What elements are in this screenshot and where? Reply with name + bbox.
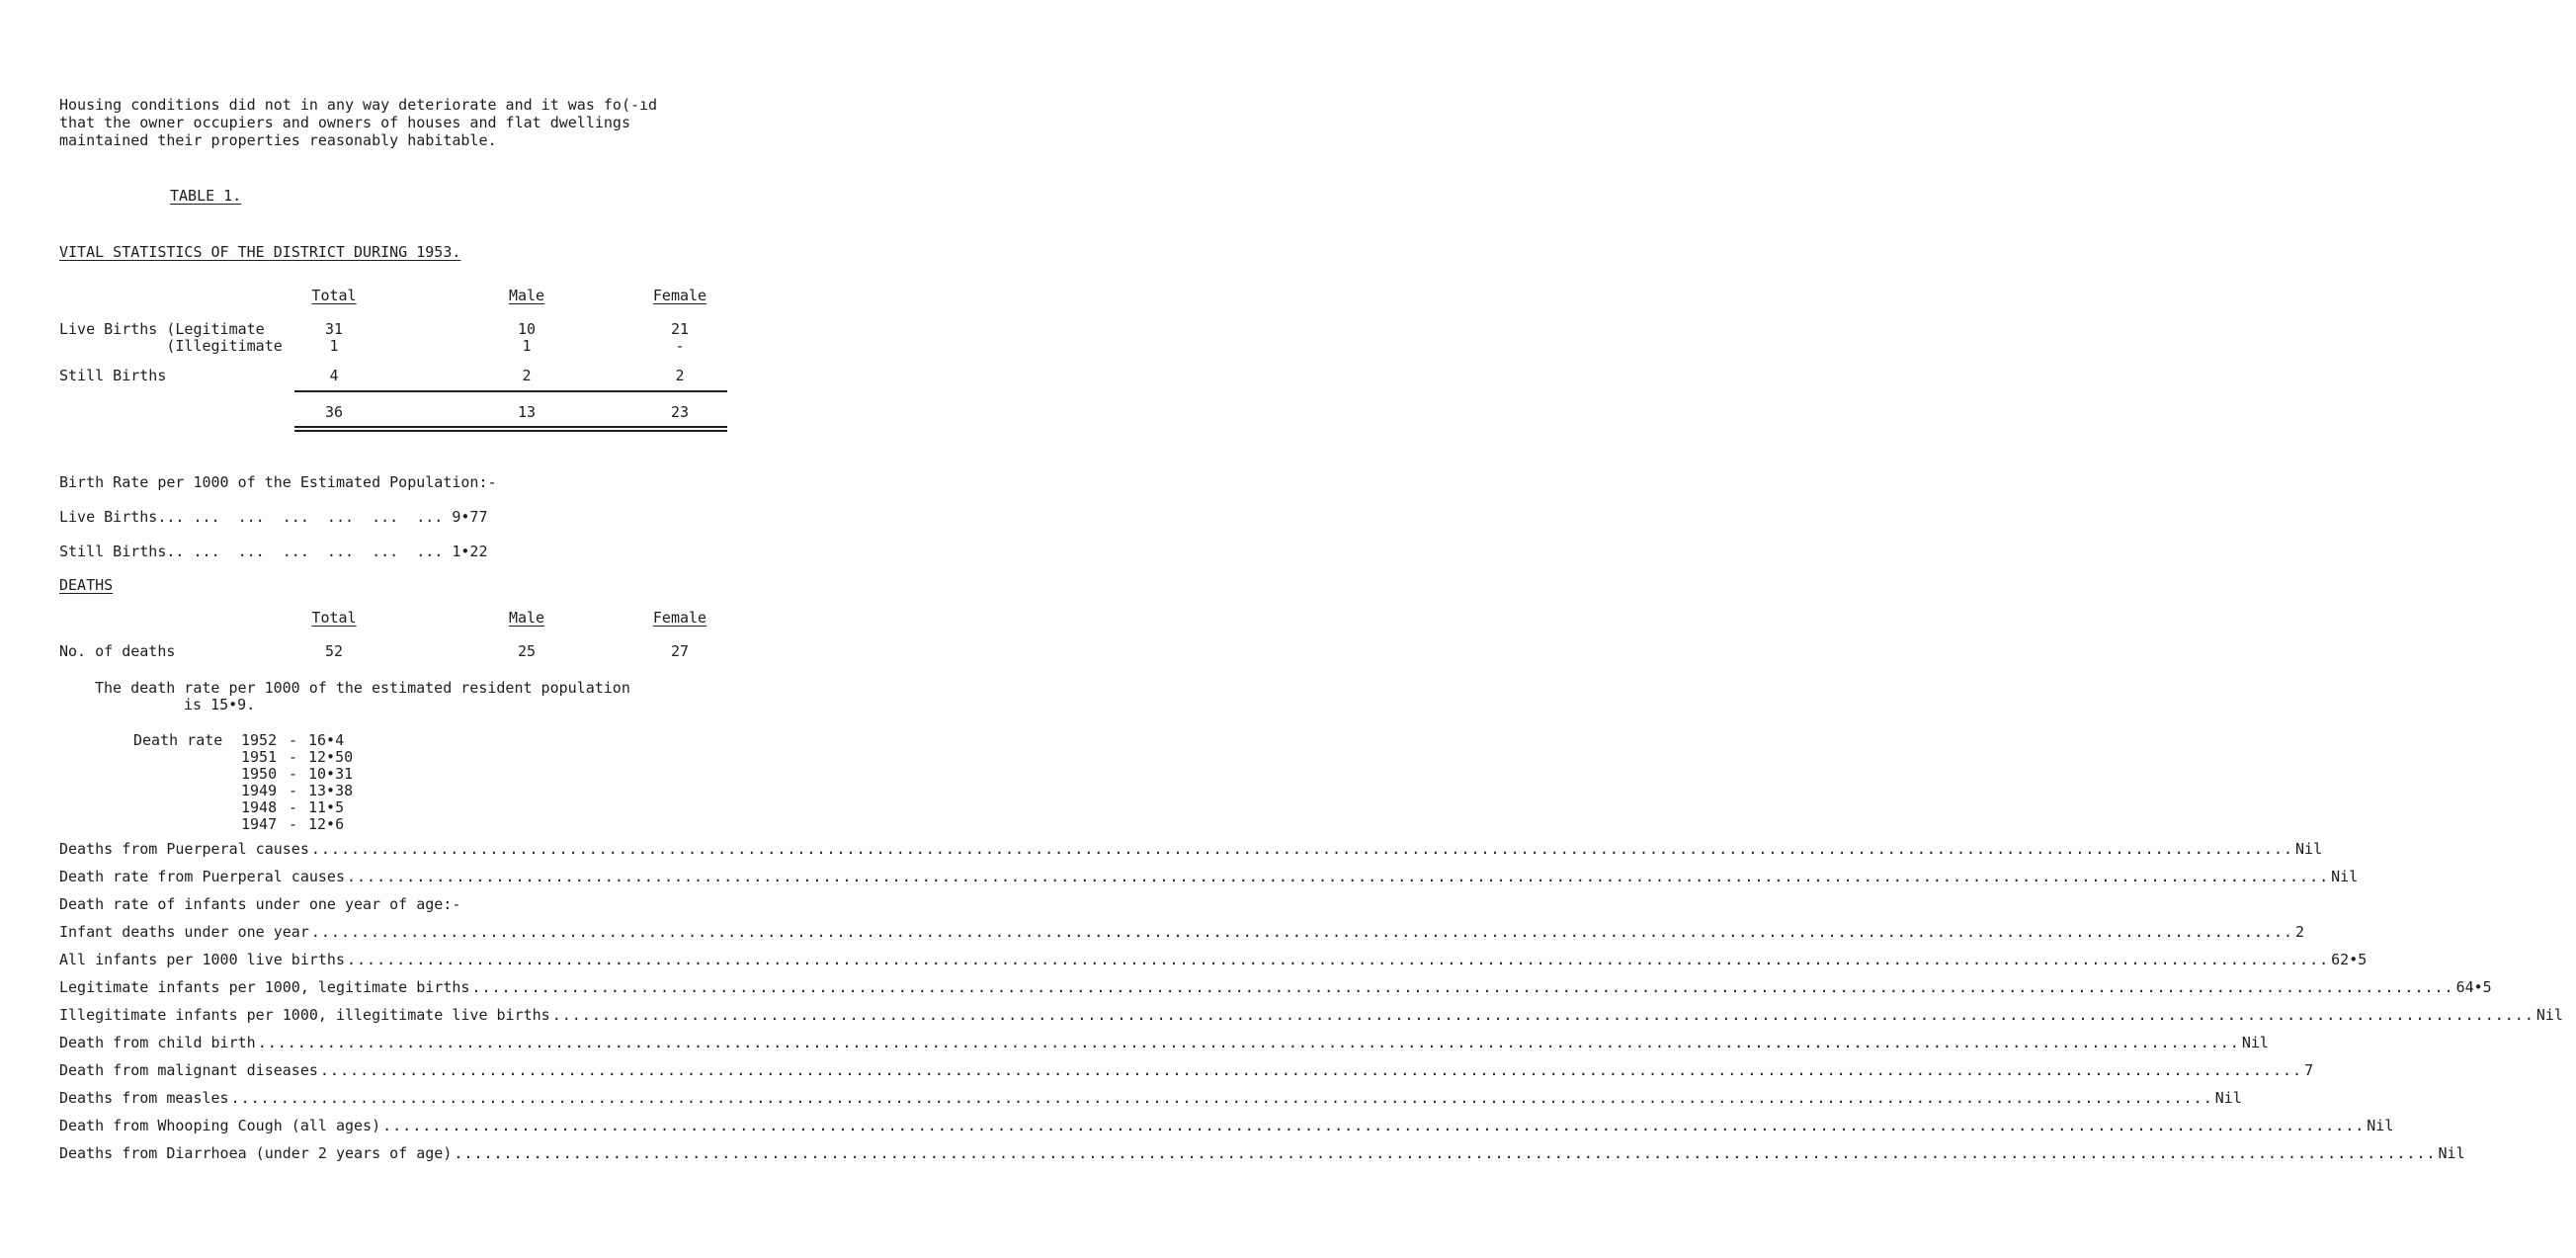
leader-dots: ........................................................................................................................................................................................................	[310, 840, 2294, 858]
col-header-male: Male	[508, 287, 545, 304]
list-item	[59, 1061, 2314, 1079]
list-item	[59, 951, 2368, 968]
row-label: Still Births	[59, 367, 167, 384]
history-rate: 12•50	[308, 748, 354, 766]
history-year: 1948	[241, 798, 278, 816]
leader-dots: ........................................................................................................................................................................................................	[551, 1006, 2534, 1024]
history-rate: 13•38	[308, 782, 354, 799]
stat-value: Nil	[2438, 1144, 2465, 1162]
cell-total: 1	[329, 337, 339, 355]
stat-value: Nil	[2214, 1089, 2242, 1107]
stat-value: Nil	[2535, 1006, 2563, 1024]
list-item	[59, 868, 2359, 885]
stat-label: Death from Whooping Cough (all ages)	[59, 1117, 381, 1134]
stat-label: Death from malignant diseases	[59, 1061, 318, 1079]
stat-value: 2	[2295, 923, 2305, 941]
deaths-col-header-male: Male	[508, 609, 545, 627]
history-separator: -	[289, 765, 298, 783]
list-item	[59, 1117, 2394, 1134]
history-year: 1947	[241, 815, 278, 833]
still-births-rate-label: Still Births.. ... ... ... ... ... ... 1•22	[59, 543, 488, 560]
history-rate: 12•6	[308, 815, 345, 833]
intro-line-1: Housing conditions did not in any way deteriorate and it was fo(-ıd	[59, 96, 658, 114]
table-sum-rule	[294, 390, 727, 392]
deaths-heading: DEATHS	[59, 576, 114, 594]
cell-female: 2	[675, 367, 685, 384]
deaths-col-header-female: Female	[652, 609, 707, 627]
list-item	[59, 1089, 2242, 1107]
stat-label: Infant deaths under one year	[59, 923, 309, 941]
deaths-col-header-total: Total	[311, 609, 357, 627]
cell-female: 23	[670, 403, 690, 421]
cell-female: -	[675, 337, 685, 355]
live-births-rate-value: 9•77	[452, 508, 488, 526]
death-rate-sentence-1: The death rate per 1000 of the estimated resident population	[95, 679, 630, 697]
list-item	[59, 978, 2492, 996]
leader-dots: ........................................................................................................................................................................................................	[230, 1089, 2213, 1107]
history-separator: -	[289, 798, 298, 816]
cell-female: 21	[670, 320, 690, 338]
col-header-female: Female	[652, 287, 707, 304]
stat-label: Death from child birth	[59, 1034, 256, 1051]
stat-label: Illegitimate infants per 1000, illegitimate live births	[59, 1006, 550, 1024]
col-header-total: Total	[311, 287, 357, 304]
history-rate: 11•5	[308, 798, 345, 816]
list-item	[59, 1144, 2465, 1162]
cell-total: 36	[324, 403, 344, 421]
stat-value: 7	[2304, 1061, 2314, 1079]
deaths-row-label: No. of deaths	[59, 642, 176, 660]
table-title: VITAL STATISTICS OF THE DISTRICT DURING 1953.	[59, 243, 461, 261]
death-rate-history-label: Death rate	[133, 731, 223, 749]
list-item	[59, 923, 2305, 941]
row-label: Live Births (Legitimate	[59, 320, 265, 338]
leader-dots: ........................................................................................................................................................................................................	[471, 978, 2454, 996]
leader-dots: ........................................................................................................................................................................................................	[346, 868, 2330, 885]
list-item	[59, 895, 702, 913]
table-double-rule-top	[294, 426, 727, 428]
leader-dots: ........................................................................................................................................................................................................	[257, 1034, 2240, 1051]
death-rate-sentence-2: is 15•9.	[184, 696, 256, 713]
stat-label: Deaths from measles	[59, 1089, 229, 1107]
leader-dots: ........................................................................................................................................................................................................	[346, 951, 2330, 968]
birth-rate-heading: Birth Rate per 1000 of the Estimated Population:-	[59, 473, 497, 491]
list-item	[59, 1034, 2269, 1051]
history-rate: 10•31	[308, 765, 354, 783]
deaths-female: 27	[670, 642, 690, 660]
deaths-male: 25	[517, 642, 537, 660]
live-births-rate-label: Live Births... ... ... ... ... ... ... 9•77	[59, 508, 488, 526]
row-label: (Illegitimate	[59, 337, 283, 355]
still-births-rate-value: 1•22	[452, 543, 488, 560]
stat-label: Death rate of infants under one year of age:-	[59, 895, 461, 913]
cell-male: 2	[522, 367, 532, 384]
stat-value: Nil	[2241, 1034, 2269, 1051]
cell-total: 4	[329, 367, 339, 384]
list-item	[59, 840, 2323, 858]
stat-value: 62•5	[2331, 951, 2368, 968]
history-year: 1949	[241, 782, 278, 799]
table-label: TABLE 1.	[170, 187, 242, 205]
history-year: 1952	[241, 731, 278, 749]
history-year: 1950	[241, 765, 278, 783]
stat-value: Nil	[2367, 1117, 2394, 1134]
leader-dots: ........................................................................................................................................................................................................	[454, 1144, 2437, 1162]
stat-label: All infants per 1000 live births	[59, 951, 345, 968]
stat-label: Legitimate infants per 1000, legitimate births	[59, 978, 470, 996]
stat-label: Death rate from Puerperal causes	[59, 868, 345, 885]
leader-dots: ........................................................................................................................................................................................................	[310, 923, 2294, 941]
history-separator: -	[289, 731, 298, 749]
list-item	[59, 1006, 2563, 1024]
stat-label: Deaths from Puerperal causes	[59, 840, 309, 858]
cell-male: 10	[517, 320, 537, 338]
stat-value: Nil	[2295, 840, 2323, 858]
history-rate: 16•4	[308, 731, 345, 749]
stat-value: Nil	[2331, 868, 2359, 885]
stat-value: 64•5	[2455, 978, 2492, 996]
table-double-rule-bottom	[294, 430, 727, 432]
intro-line-2: that the owner occupiers and owners of houses and flat dwellings	[59, 114, 630, 131]
intro-line-3: maintained their properties reasonably habitable.	[59, 131, 497, 149]
deaths-total: 52	[324, 642, 344, 660]
leader-dots: ........................................................................................................................................................................................................	[319, 1061, 2303, 1079]
history-separator: -	[289, 748, 298, 766]
leader-dots: ........................................................................................................................................................................................................	[382, 1117, 2366, 1134]
cell-male: 13	[517, 403, 537, 421]
history-year: 1951	[241, 748, 278, 766]
history-separator: -	[289, 782, 298, 799]
history-separator: -	[289, 815, 298, 833]
stat-label: Deaths from Diarrhoea (under 2 years of age)	[59, 1144, 453, 1162]
cell-total: 31	[324, 320, 344, 338]
cell-male: 1	[522, 337, 532, 355]
